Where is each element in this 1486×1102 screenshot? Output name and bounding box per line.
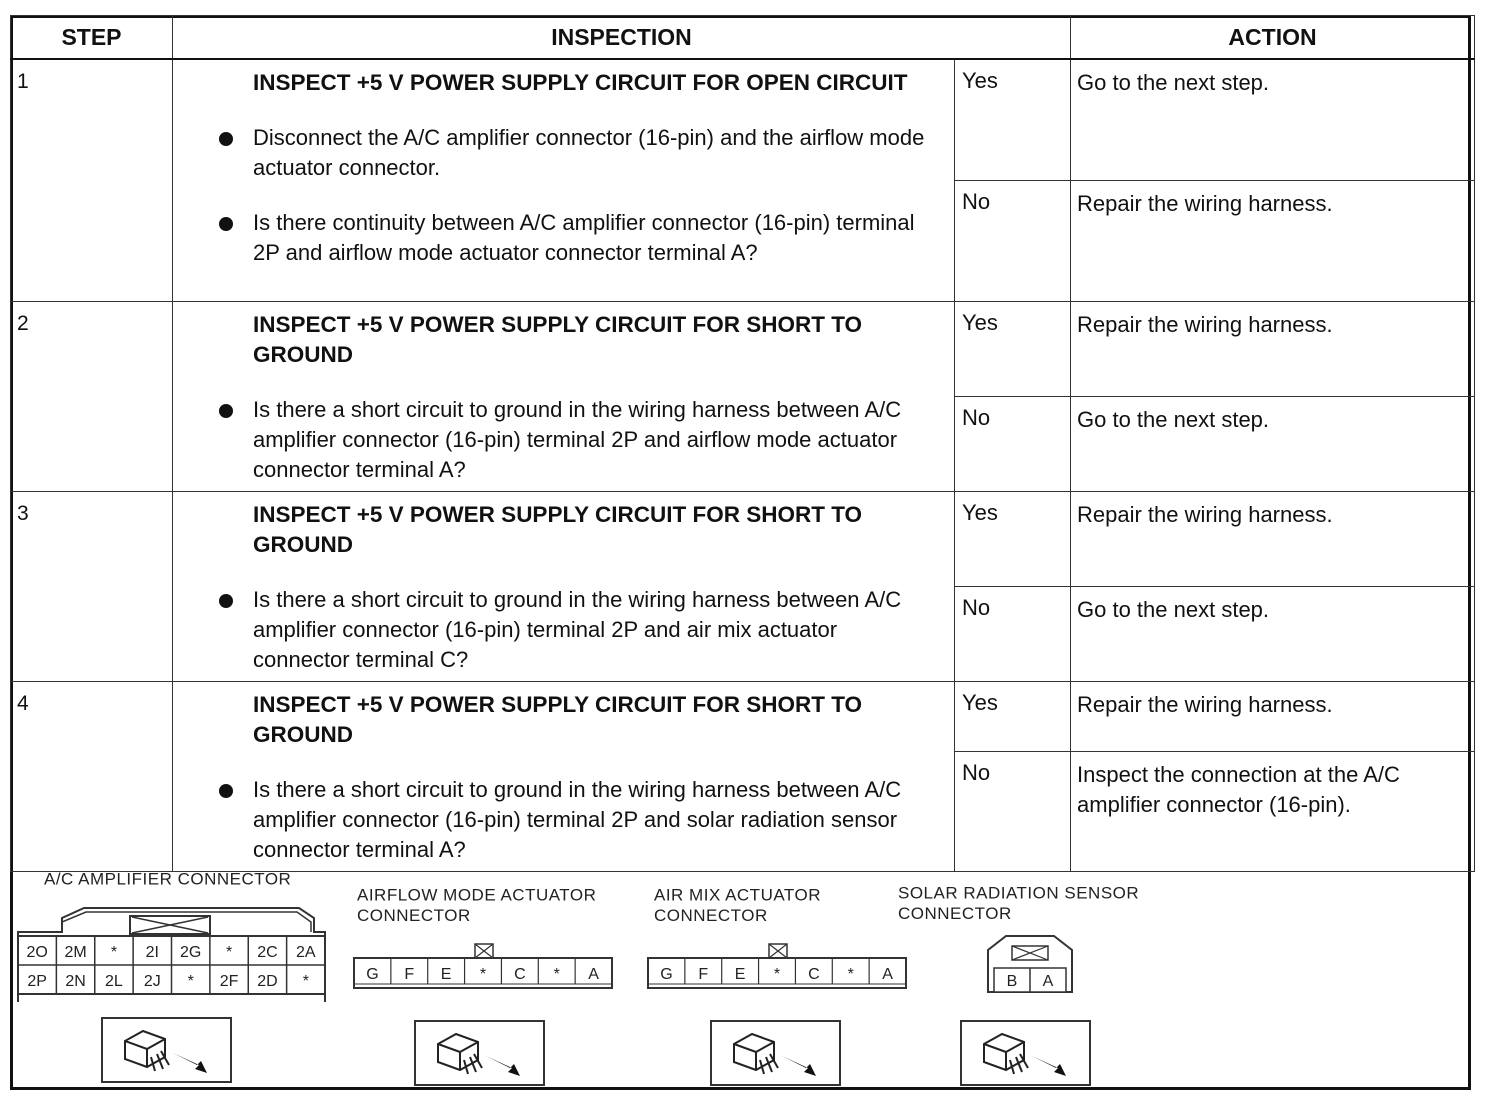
inspection-cell — [173, 491, 955, 681]
airflow-connector-caption: AIRFLOW MODE ACTUATOR CONNECTOR — [357, 886, 597, 925]
pin-label: 2J — [143, 973, 161, 990]
no-label: No — [955, 397, 1071, 492]
header-step: STEP — [11, 16, 173, 60]
diagnostic-table — [10, 15, 1475, 872]
pin-label: A — [588, 966, 599, 983]
step-number: 2 — [11, 301, 173, 491]
yes-label: Yes — [955, 301, 1071, 397]
yes-action: Go to the next step. — [1071, 59, 1475, 180]
pin-label: G — [660, 966, 673, 983]
pin-label: G — [366, 966, 379, 983]
pin-label: C — [808, 966, 820, 983]
pin-label: E — [734, 966, 746, 983]
pin-label: * — [187, 973, 194, 990]
header-action: ACTION — [1071, 16, 1475, 60]
inspection-bullet: Disconnect the A/C amplifier connector (16-pin) and the airflow mode actuator connector. — [253, 123, 934, 183]
harness-connector-icon — [101, 1017, 232, 1083]
solar-connector-caption: SOLAR RADIATION SENSOR CONNECTOR — [898, 884, 1140, 923]
step-number: 4 — [11, 681, 173, 871]
inspection-cell — [173, 301, 955, 491]
harness-connector-icon — [414, 1020, 545, 1086]
pin-label: * — [110, 944, 118, 961]
bullet-icon — [219, 784, 233, 798]
no-action: Go to the next step. — [1071, 586, 1475, 681]
pin-label: * — [553, 966, 560, 983]
pin-label: 2F — [219, 973, 239, 990]
pin-label: 2G — [180, 944, 202, 961]
no-action: Repair the wiring harness. — [1071, 180, 1475, 301]
yes-label: Yes — [955, 491, 1071, 586]
no-action: Inspect the connection at the A/C amplifier connector (16-pin). — [1071, 751, 1475, 871]
header-inspection: INSPECTION — [173, 16, 1071, 60]
solar-connector-diagram — [982, 928, 1078, 1000]
pin-label: F — [404, 966, 415, 983]
pin-label: A — [882, 966, 893, 983]
pin-label: * — [225, 944, 233, 961]
yes-action: Repair the wiring harness. — [1071, 301, 1475, 397]
inspection-title: INSPECT +5 V POWER SUPPLY CIRCUIT FOR OPEN CIRCUIT — [253, 70, 908, 95]
no-label: No — [955, 751, 1071, 871]
yes-action: Repair the wiring harness. — [1071, 681, 1475, 751]
step-number: 1 — [11, 59, 173, 301]
inspection-bullet: Is there a short circuit to ground in the wiring harness between A/C amplifier connector (16-pin) terminal 2P and airflow mode actuator connector terminal A? — [253, 395, 934, 485]
no-label: No — [955, 586, 1071, 681]
table-row — [11, 681, 1475, 751]
harness-connector-icon — [710, 1020, 841, 1086]
pin-label: 2O — [26, 944, 48, 961]
harness-connector-icon — [960, 1020, 1091, 1086]
pin-label: 2M — [64, 944, 87, 961]
pin-label: 2N — [65, 973, 86, 990]
inspection-title: INSPECT +5 V POWER SUPPLY CIRCUIT FOR SHORT TO GROUND — [253, 501, 863, 557]
pin-label: 2L — [105, 973, 123, 990]
pin-label: 2C — [257, 944, 278, 961]
pin-label: * — [847, 966, 854, 983]
pin-label: B — [1006, 973, 1018, 990]
yes-action: Repair the wiring harness. — [1071, 491, 1475, 586]
bullet-icon — [219, 404, 233, 418]
airflow-connector-diagram — [350, 940, 620, 996]
no-label: No — [955, 180, 1071, 301]
amp-connector-caption: A/C AMPLIFIER CONNECTOR — [44, 870, 292, 889]
table-header-row — [11, 16, 1475, 60]
pin-label: 2D — [257, 973, 278, 990]
table-row — [11, 59, 1475, 180]
no-action: Go to the next step. — [1071, 397, 1475, 492]
inspection-bullet: Is there a short circuit to ground in the wiring harness between A/C amplifier connector (16-pin) terminal 2P and solar radiation sensor connector terminal A? — [253, 775, 934, 865]
amp-connector-diagram — [14, 890, 330, 1010]
table-row — [11, 301, 1475, 397]
inspection-bullet: Is there continuity between A/C amplifier connector (16-pin) terminal 2P and airflow mode actuator connector terminal A? — [253, 208, 934, 268]
pin-label: * — [479, 966, 487, 983]
pin-label: * — [302, 973, 309, 990]
pin-label: F — [698, 966, 709, 983]
bullet-icon — [219, 594, 233, 608]
yes-label: Yes — [955, 681, 1071, 751]
pin-label: A — [1042, 973, 1054, 990]
airmix-connector-diagram — [644, 940, 914, 996]
airmix-connector-caption: AIR MIX ACTUATOR CONNECTOR — [654, 886, 822, 925]
inspection-title: INSPECT +5 V POWER SUPPLY CIRCUIT FOR SHORT TO GROUND — [253, 691, 863, 747]
yes-label: Yes — [955, 59, 1071, 180]
pin-label: 2P — [27, 973, 47, 990]
pin-label: 2I — [145, 944, 159, 961]
bullet-icon — [219, 132, 233, 146]
pin-label: 2A — [296, 944, 316, 961]
pin-label: * — [773, 966, 781, 983]
inspection-bullet: Is there a short circuit to ground in the wiring harness between A/C amplifier connector (16-pin) terminal 2P and air mix actuator connector terminal C? — [253, 585, 934, 675]
inspection-cell — [173, 59, 955, 301]
pin-label: C — [514, 966, 526, 983]
inspection-title: INSPECT +5 V POWER SUPPLY CIRCUIT FOR SHORT TO GROUND — [253, 311, 863, 367]
table-row — [11, 491, 1475, 586]
step-number: 3 — [11, 491, 173, 681]
inspection-cell — [173, 681, 955, 871]
bullet-icon — [219, 217, 233, 231]
pin-label: E — [440, 966, 452, 983]
